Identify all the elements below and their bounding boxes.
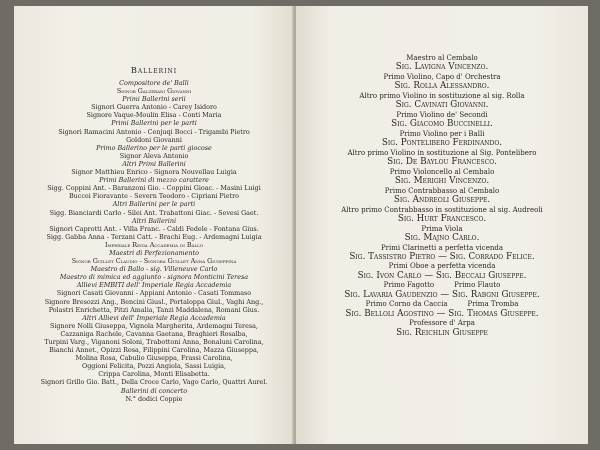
musician-name: Sig. Pontelibero Ferdinando. — [381, 138, 503, 149]
right-page — [296, 6, 588, 444]
left-line: Goldoni Giovanni — [126, 135, 182, 144]
musician-role: Prima Tromba — [467, 300, 519, 309]
left-line: Ballerini di concerto — [120, 386, 188, 395]
musician-name: Sig. De Baylou Francesco. — [387, 157, 497, 168]
musician-name: Sig. Rolla Alessandro. — [394, 81, 490, 92]
musician-name: Sig. Lavaria Gaudenzio — Sig. Rabgni Giuseppe. — [344, 289, 540, 300]
left-page-text — [14, 64, 294, 403]
left-line: Allievi EMBITI dell' Imperiale Regia Accademia — [76, 281, 232, 290]
left-line: Primi Ballerini di mezzo carattere — [99, 176, 209, 185]
left-line: Altri Ballerini per le parti — [112, 200, 196, 209]
left-line: Maestro di Ballo - sig. Villeneuve Carlo — [90, 265, 218, 274]
musician-name: Sig. Belloli Agostino — Sig. Thomas Giuseppe. — [345, 308, 539, 319]
musician-name: Sig. Ivon Carlo — Sig. Beccali Giuseppe. — [357, 270, 527, 281]
musician-role: Primo Fagotto — [383, 281, 435, 290]
page-heading: Ballerini — [130, 65, 178, 75]
musician-role: Primo Contrabbasso al Cembalo — [384, 186, 500, 195]
left-line: N.° dodici Coppie — [125, 394, 183, 403]
left-line: Signore Nolli Giuseppa, Vignola Margherita, Ardemagni Teresa, — [50, 321, 258, 330]
musician-name: Sig. Tassistro Pietro — Sig. Corrado Felice. — [349, 251, 535, 262]
musician-role: Primo Violino de' Secondi — [396, 110, 488, 119]
musician-name: Sig. Andreoli Giuseppe. — [393, 195, 491, 206]
musician-role: Maestro al Cembalo — [406, 54, 478, 62]
left-line: Signori Ramacini Antonio - Cenjuqi Bocci - Trigambi Pietro — [58, 127, 250, 136]
musician-role: Primo Flauto — [454, 281, 501, 290]
left-line: Imperiale Regia Accademia di Ballo — [104, 240, 204, 249]
musician-role: Primo Violoncello al Cembalo — [389, 167, 495, 176]
left-line: Primi Ballerini per le parti — [111, 119, 197, 128]
musician-role: Primo Corno da Caccia — [365, 300, 448, 309]
left-line: Altri Allievi dell' Imperiale Regia Accademia — [82, 313, 226, 322]
musician-name: Sig. Cavinati Giovanni. — [395, 100, 489, 111]
musician-role: Altro primo Contrabbasso in sostituzione al sig. Audreoli — [341, 205, 543, 214]
musician-name: Sig. Hurt Francesco. — [397, 214, 487, 225]
musician-role: Primi Oboe a perfetta vicenda — [388, 262, 496, 271]
musician-name: Sig. Lavigna Vincenzo. — [395, 62, 489, 73]
left-line: Polastri Enrichetta, Pitzi Amalia, Tanzi Maddalena, Romani Gius. — [48, 305, 260, 314]
musician-name: Sig. Majno Carlo. — [404, 233, 480, 244]
left-line: Signori Guerra Antonio - Carey Isidoro — [91, 103, 217, 112]
left-line: Altri Ballerini — [132, 216, 176, 225]
left-line: Cazzaniga Rachele, Cavanna Gaetana, Braghieri Rosalba, — [60, 329, 248, 338]
left-line: Signor Aleva Antonio — [119, 151, 189, 160]
left-line: Sigg. Bianciardi Carlo - Silei Ant. Trabattoni Giac. - Sevesi Gaet. — [49, 208, 259, 217]
left-line: Signor Guillet Claudio - Signora Guillet Anna Giuseppina — [71, 257, 237, 266]
left-line: Sigg. Gabba Anna - Terzani Catt. - Brachi Eug. - Ardemagni Luigia — [46, 232, 262, 241]
musician-name: Sig. Reichlin Giuseppe — [396, 327, 488, 338]
left-line: Maestri di Perfezionamento — [109, 248, 199, 257]
musician-role: Altro primo Violino in sostituzione al sig. Rolla — [359, 91, 525, 100]
musician-name: Sig. Giacomo Buccinelli. — [391, 119, 493, 130]
left-line: Signore Bresozzi Ang., Bencini Giusl., Portaloppa Giul., Vaghi Ang., — [44, 297, 264, 306]
role-pair — [296, 281, 588, 289]
left-line: Turpini Varg., Viganoni Soloni, Trabottoni Anna, Bonaluni Carolina, — [44, 338, 264, 346]
left-line: Altri Primi Ballerini — [122, 159, 186, 168]
left-line: Sigg. Coppini Ant. - Baranzoni Gio. - Coppini Gioac. - Masini Luigi — [47, 184, 261, 193]
left-line: Signori Casati Giovanni - Appiani Antonio - Casati Tommaso — [56, 289, 252, 298]
role-pair — [296, 300, 588, 308]
musician-role: Primo Violino, Capo d' Orchestra — [383, 72, 501, 81]
left-line: Crippa Carolina, Monti Elisabetta. — [98, 370, 210, 379]
left-line: Signori Caprotti Ant. - Villa Franc. - Caldi Fedele - Fontana Gius. — [49, 224, 259, 233]
left-line: Compositore de' Balli — [119, 79, 189, 87]
left-line: Bianchi Annet., Opizzi Rosa, Filippini Carolina, Mazza Giuseppa, — [49, 346, 259, 355]
left-line: Oggioni Felicita, Pozzi Angiola, Sassi Luigia, — [81, 362, 227, 371]
left-line: Signori Grillo Gio. Batt., Della Croce Carlo, Vago Carlo, Quattri Aurel. — [40, 378, 268, 387]
right-page-text — [296, 54, 588, 338]
left-line: Molina Rosa, Cabulio Giuseppa, Frassi Carolina, — [75, 354, 233, 363]
musician-role: Primi Clarinetti a perfetta vicenda — [380, 243, 504, 252]
left-line: Maestro di mimica ed aggiunto - signora Monticini Teresa — [59, 273, 249, 282]
musician-role: Primo Violino per i Balli — [399, 129, 485, 138]
musician-role: Professore d' Arpa — [409, 319, 475, 328]
left-line: Buccei Fioravante - Severn Teodoro - Cipriani Pietro — [68, 192, 240, 201]
musician-role: Altro primo Violino in sostituzione al Sig. Pontelibero — [347, 148, 537, 157]
left-page — [14, 6, 294, 444]
left-line: Signore Vaque-Moulin Elisa - Conti Maria — [86, 111, 222, 120]
left-line: Primo Ballerino per le parti giocose — [96, 143, 212, 152]
musician-role: Prima Viola — [421, 224, 463, 233]
musician-name: Sig. Merighi Vincenzo. — [394, 176, 490, 187]
left-line: Signor Galzerani Giovanni — [116, 87, 192, 96]
left-line: Primi Ballerini serii — [122, 95, 186, 104]
left-line: Signor Matthieu Enrico - Signora Nouvellau Luigia — [71, 168, 237, 177]
